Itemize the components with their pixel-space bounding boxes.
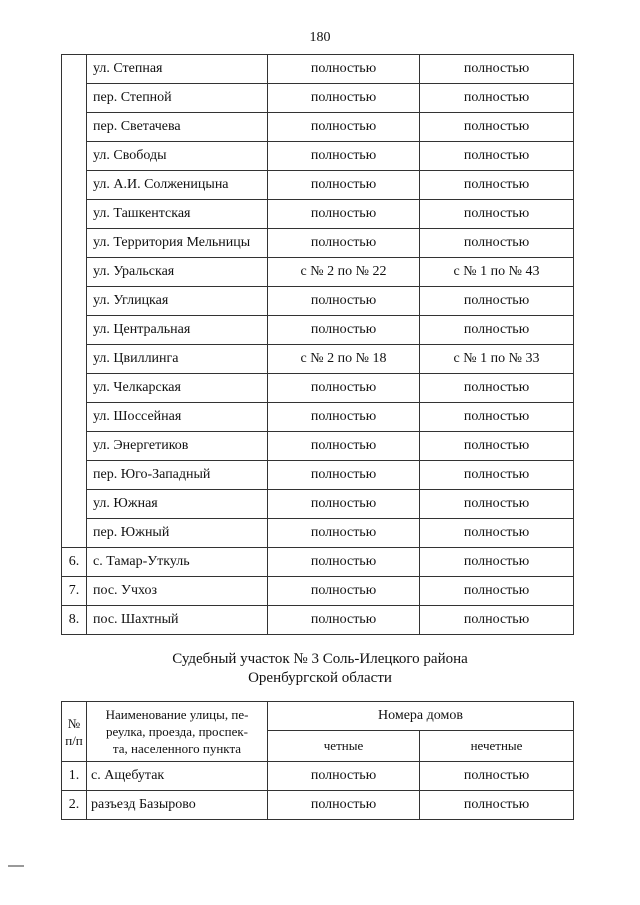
even-numbers: полностью: [268, 200, 420, 229]
row-number: 1.: [62, 762, 87, 791]
street-name: с. Ащебутак: [87, 762, 268, 791]
row-number: [62, 171, 87, 200]
table-row: [62, 55, 574, 84]
even-numbers: полностью: [268, 403, 420, 432]
table-row: [62, 548, 574, 577]
street-name: пер. Светачева: [87, 113, 268, 142]
street-name: пос. Шахтный: [87, 606, 268, 635]
even-numbers: полностью: [268, 113, 420, 142]
table-row: [62, 142, 574, 171]
even-numbers: полностью: [268, 519, 420, 548]
section-title-line1: Судебный участок № 3 Соль-Илецкого района: [172, 651, 468, 667]
odd-numbers: полностью: [420, 519, 574, 548]
street-name: пер. Юго-Западный: [87, 461, 268, 490]
table-row: [62, 762, 574, 791]
even-numbers: полностью: [268, 791, 420, 820]
row-number: [62, 287, 87, 316]
table-row: [62, 791, 574, 820]
street-name: разъезд Базырово: [87, 791, 268, 820]
odd-numbers: с № 1 по № 43: [420, 258, 574, 287]
odd-numbers: полностью: [420, 762, 574, 791]
row-number: [62, 461, 87, 490]
table-row: [62, 432, 574, 461]
row-number: [62, 519, 87, 548]
even-numbers: с № 2 по № 22: [268, 258, 420, 287]
street-name: ул. Ташкентская: [87, 200, 268, 229]
row-number: [62, 142, 87, 171]
section-title-line2: Оренбургской области: [248, 670, 392, 686]
section-title: [0, 650, 640, 688]
street-name: ул. Южная: [87, 490, 268, 519]
street-name: пер. Южный: [87, 519, 268, 548]
odd-numbers: полностью: [420, 55, 574, 84]
street-name: ул. Энергетиков: [87, 432, 268, 461]
row-number: 2.: [62, 791, 87, 820]
odd-numbers: полностью: [420, 606, 574, 635]
street-name: ул. А.И. Солженицына: [87, 171, 268, 200]
streets-table-continued: [61, 54, 574, 635]
row-number: [62, 84, 87, 113]
header-number-line1: №: [67, 715, 81, 731]
page-number: 180: [309, 30, 331, 45]
odd-numbers: с № 1 по № 33: [420, 345, 574, 374]
row-number: [62, 113, 87, 142]
header-even: четные: [268, 731, 420, 762]
even-numbers: полностью: [268, 84, 420, 113]
table-row: [62, 84, 574, 113]
street-name: ул. Углицкая: [87, 287, 268, 316]
odd-numbers: полностью: [420, 142, 574, 171]
header-street-name: [87, 702, 268, 762]
table-row: [62, 229, 574, 258]
odd-numbers: полностью: [420, 791, 574, 820]
street-name: ул. Степная: [87, 55, 268, 84]
row-number: [62, 403, 87, 432]
odd-numbers: полностью: [420, 84, 574, 113]
table-row: [62, 490, 574, 519]
table-row: [62, 519, 574, 548]
row-number: [62, 229, 87, 258]
header-odd: нечетные: [420, 731, 574, 762]
even-numbers: полностью: [268, 171, 420, 200]
even-numbers: полностью: [268, 229, 420, 258]
row-number: 6.: [62, 548, 87, 577]
header-street-name-line2: реулка, проезда, проспек-: [105, 724, 248, 739]
table-row: [62, 345, 574, 374]
odd-numbers: полностью: [420, 403, 574, 432]
even-numbers: с № 2 по № 18: [268, 345, 420, 374]
table-row: [62, 316, 574, 345]
even-numbers: полностью: [268, 461, 420, 490]
street-name: ул. Центральная: [87, 316, 268, 345]
scan-mark: [8, 865, 24, 867]
row-number: [62, 200, 87, 229]
row-number: [62, 374, 87, 403]
street-name: ул. Уральская: [87, 258, 268, 287]
odd-numbers: полностью: [420, 113, 574, 142]
table-row: [62, 287, 574, 316]
table-row: [62, 461, 574, 490]
odd-numbers: полностью: [420, 316, 574, 345]
even-numbers: полностью: [268, 142, 420, 171]
odd-numbers: полностью: [420, 374, 574, 403]
table-row: [62, 113, 574, 142]
even-numbers: полностью: [268, 548, 420, 577]
header-number: [62, 702, 87, 762]
odd-numbers: полностью: [420, 490, 574, 519]
row-number: [62, 345, 87, 374]
header-house-numbers: Номера домов: [268, 702, 574, 731]
odd-numbers: полностью: [420, 171, 574, 200]
even-numbers: полностью: [268, 762, 420, 791]
even-numbers: полностью: [268, 490, 420, 519]
row-number: [62, 258, 87, 287]
header-number-line2: п/п: [65, 732, 83, 748]
header-street-name-line3: та, населенного пункта: [112, 741, 242, 756]
even-numbers: полностью: [268, 606, 420, 635]
table-row: [62, 403, 574, 432]
header-street-name-line1: Наименование улицы, пе-: [105, 707, 249, 722]
table-row: [62, 577, 574, 606]
table-header-row: [62, 702, 574, 731]
street-name: с. Тамар-Уткуль: [87, 548, 268, 577]
even-numbers: полностью: [268, 432, 420, 461]
table-row: [62, 374, 574, 403]
even-numbers: полностью: [268, 287, 420, 316]
street-name: ул. Свободы: [87, 142, 268, 171]
street-name: пос. Учхоз: [87, 577, 268, 606]
row-number: 7.: [62, 577, 87, 606]
street-name: ул. Шоссейная: [87, 403, 268, 432]
table-row: [62, 200, 574, 229]
odd-numbers: полностью: [420, 432, 574, 461]
street-name: ул. Территория Мельницы: [87, 229, 268, 258]
odd-numbers: полностью: [420, 461, 574, 490]
odd-numbers: полностью: [420, 229, 574, 258]
table-row: [62, 258, 574, 287]
even-numbers: полностью: [268, 55, 420, 84]
row-number: [62, 490, 87, 519]
streets-table-section3: [61, 701, 574, 820]
odd-numbers: полностью: [420, 200, 574, 229]
odd-numbers: полностью: [420, 577, 574, 606]
row-number: [62, 432, 87, 461]
table-row: [62, 171, 574, 200]
row-number: [62, 316, 87, 345]
street-name: ул. Цвиллинга: [87, 345, 268, 374]
table-row: [62, 606, 574, 635]
street-name: пер. Степной: [87, 84, 268, 113]
row-number: [62, 55, 87, 84]
odd-numbers: полностью: [420, 548, 574, 577]
row-number: 8.: [62, 606, 87, 635]
street-name: ул. Челкарская: [87, 374, 268, 403]
even-numbers: полностью: [268, 577, 420, 606]
odd-numbers: полностью: [420, 287, 574, 316]
even-numbers: полностью: [268, 374, 420, 403]
even-numbers: полностью: [268, 316, 420, 345]
